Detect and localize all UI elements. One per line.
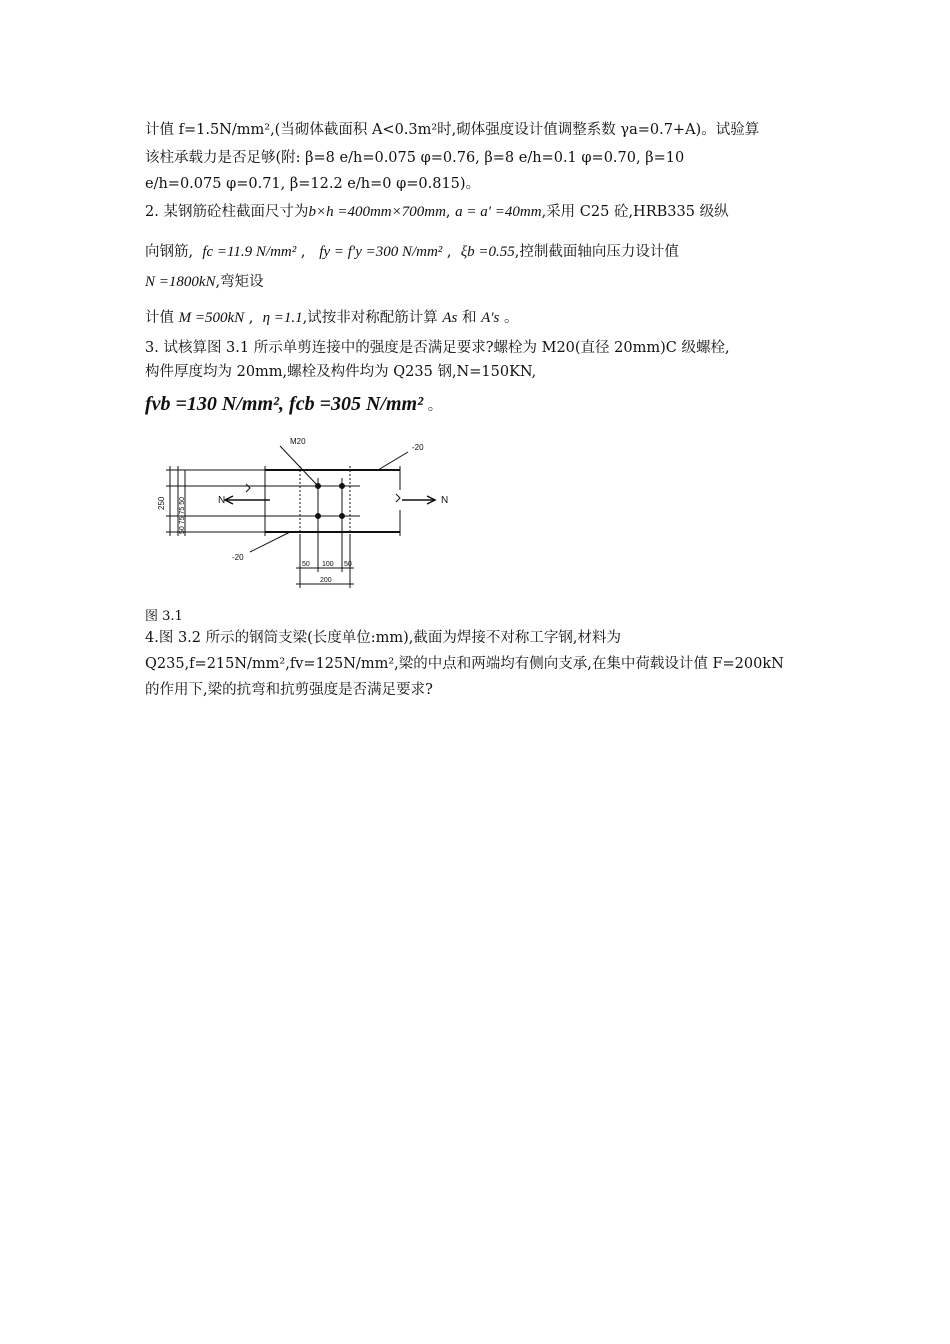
p2-a: a = a′ =40mm [455,204,542,220]
p1-line2: 该柱承载力是否足够(附: β=8 e/h=0.075 φ=0.76, β=8 e/h=0.1 φ=0.70, β=10 [145,150,685,166]
p2-bxh: b×h =400mm×700mm [308,204,446,220]
p2-l2-suffix: ,控制截面轴向压力设计值 [514,244,679,260]
label-m20: M20 [290,437,306,446]
bolt-group [316,478,345,524]
label-dim-250: 250 [157,496,166,510]
p2-fc: fc =11.9 N/mm² [202,244,297,260]
p2-xi: ξb =0.55 [460,244,515,260]
label-d100: 100 [322,561,334,568]
p2-line4: 计值 M =500kN , η =1.1,试按非对称配筋计算 As 和 A′s 。 [145,310,519,326]
p4-line1: 4.图 3.2 所示的钢筒支梁(长度单位:mm),截面为焊接不对称工字钢,材料为 [145,630,622,646]
p1-line3: e/h=0.075 φ=0.71, β=12.2 e/h=0 φ=0.815)。 [145,176,481,192]
p4-line3: 的作用下,梁的抗弯和抗剪强度是否满足要求? [145,682,433,698]
p3-formula: fvb =130 N/mm², fcb =305 N/mm² [145,393,424,415]
label-n-left: N [218,495,226,506]
p2-mid: ,采用 C25 砼,HRB335 级纵 [541,204,729,220]
p2-line2: 向钢筋, fc =11.9 N/mm² , fy = f′y =300 N/mm² , ξb =0.55,控制截面轴向压力设计值 [145,244,679,260]
p2-eta: η =1.1 [262,310,303,326]
label-thickness-top: -20 [412,443,424,452]
p2-N: N =1800kN [145,274,216,290]
p2-l4-mid: ,试按非对称配筋计算 [302,310,438,326]
label-d200: 200 [320,577,332,584]
p2-line3 [145,272,264,292]
p2-M: M =500kN [178,310,245,326]
p2-end: 。 [503,310,519,326]
figure-caption: 图 3.1 [145,609,183,624]
p2-fy: fy = f′y =300 N/mm² [319,244,443,260]
label-d50b: 50 [344,561,352,568]
p2-line1: 2. 某钢筋砼柱截面尺寸为b×h =400mm×700mm, a = a′ =40mm,采用 C25 砼,HRB335 级纵 [145,204,729,220]
label-thickness-bottom: -20 [232,553,244,562]
label-dim-vertical: 50 75 75 50 [179,497,186,534]
p2-As2: A′s [481,310,500,326]
p2-l2-prefix: 向钢筋, [145,244,194,260]
p3-end: 。 [427,398,443,414]
figure-3-1 [150,430,470,600]
p2-and: 和 [461,310,477,326]
p3-line3 [145,390,442,420]
p2-As: As [442,310,458,326]
label-n-right: N [441,495,449,506]
label-d50a: 50 [302,561,310,568]
p2-l3-suffix: ,弯矩设 [215,274,264,290]
p1-line1: 计值 f=1.5N/mm²,(当砌体截面积 A<0.3m²时,砌体强度设计值调整系数 γa=0.7+A)。试验算 [145,122,760,138]
p2-l4-prefix: 计值 [145,310,174,326]
p3-line1: 3. 试核算图 3.1 所示单剪连接中的强度是否满足要求?螺栓为 M20(直径 20mm)C 级螺栓, [145,340,730,356]
p3-line2: 构件厚度均为 20mm,螺栓及构件均为 Q235 钢,N=150KN, [145,364,537,380]
p4-line2: Q235,f=215N/mm²,fv=125N/mm²,梁的中点和两端均有侧向支承,在集中荷载设计值 F=200kN [145,656,784,672]
p2-prefix: 2. 某钢筋砼柱截面尺寸为 [145,204,309,220]
